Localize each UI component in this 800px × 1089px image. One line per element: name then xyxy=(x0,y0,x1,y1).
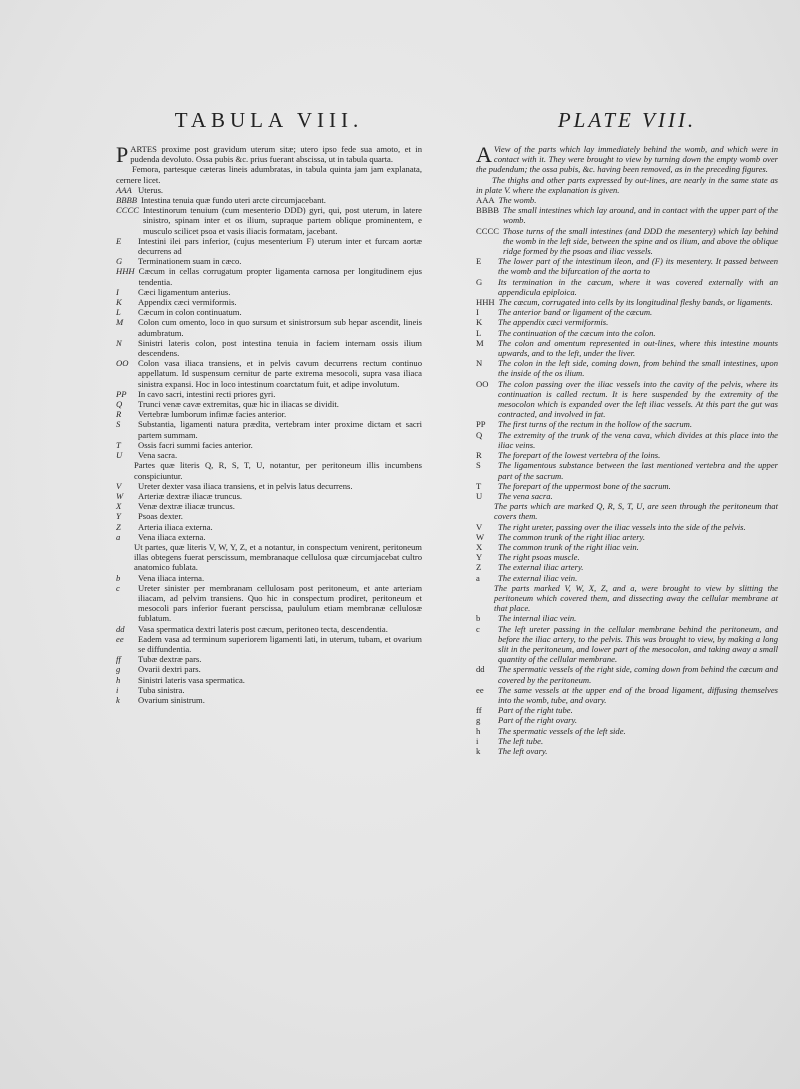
left-legend-entry xyxy=(116,287,422,297)
legend-text: Colon vasa iliaca transiens, et in pelvis cavum decurrens rectum continuo appellatum. Id suspensum cernitur de parte extrema mesocoli, supra vasa iliaca sinistra expansi. Hoc in loco intestinum coarctatum fuit, et adipe involutum. xyxy=(138,358,422,389)
left-legend-entry xyxy=(116,634,422,654)
english-intro xyxy=(476,144,778,175)
legend-key: V xyxy=(476,521,483,532)
legend-key: CCCC xyxy=(116,205,139,216)
legend-text: Ossis facri summi facies anterior. xyxy=(138,439,253,450)
legend-text: Tubæ dextræ pars. xyxy=(138,654,202,665)
legend-key: k xyxy=(116,694,120,705)
left-legend-entry xyxy=(116,624,422,634)
legend-text: Appendix cæci vermiformis. xyxy=(138,297,237,308)
legend-text: The lower part of the intestinum ileon, and (F) its mesentery. It passed between the womb and the bifurcation of the aorta to xyxy=(498,256,778,277)
legend-key: ee xyxy=(116,633,124,644)
right-legend-entry xyxy=(476,226,778,257)
right-legend-entry xyxy=(476,277,778,297)
right-legend-entry xyxy=(476,195,778,205)
right-legend-entry xyxy=(476,552,778,562)
legend-text: Ovarium sinistrum. xyxy=(138,694,205,705)
legend-text: The extremity of the trunk of the vena cava, which divides at this place into the iliac veins. xyxy=(498,429,778,450)
legend-text: Part of the right tube. xyxy=(498,705,573,716)
legend-key: k xyxy=(476,745,481,756)
left-legend-entry xyxy=(116,695,422,705)
legend-text: Substantia, ligamenti natura prædita, vertebram inter proxime dictam et sacri partem summam. xyxy=(138,419,422,440)
right-legend-entry xyxy=(476,205,778,225)
legend-text: Eadem vasa ad terminum superiorem ligamenti lati, in uterum, tubam, et ovarium se diffundentia. xyxy=(138,633,422,654)
legend-key: E xyxy=(476,256,482,267)
legend-key: g xyxy=(476,715,481,726)
right-legend-entry xyxy=(476,715,778,725)
english-column xyxy=(476,108,778,756)
legend-text: Ut partes, quæ literis V, W, Y, Z, et a notantur, in conspectum venirent, peritoneum illas obtegens fuerat perscissum, membranaque cellulosa quæ circumjacebat cultro anatomico fublata. xyxy=(134,541,422,573)
legend-key: h xyxy=(476,725,481,736)
left-legend-entry xyxy=(116,440,422,450)
right-legend-entry xyxy=(476,624,778,665)
right-legend-entry xyxy=(476,562,778,572)
legend-key: dd xyxy=(116,623,125,634)
legend-text: The forepart of the uppermost bone of the sacrum. xyxy=(498,480,671,491)
legend-key: I xyxy=(476,307,479,318)
legend-text: Part of the right ovary. xyxy=(498,715,578,726)
legend-text: The cæcum, corrugated into cells by its longitudinal fleshy bands, or ligaments. xyxy=(498,297,773,308)
legend-text: Cæcum in colon continuatum. xyxy=(138,307,242,318)
right-legend-entry xyxy=(476,460,778,480)
legend-text: The continuation of the cæcum into the colon. xyxy=(498,327,656,338)
legend-key: N xyxy=(116,337,122,348)
right-legend-entry xyxy=(476,358,778,378)
right-legend-entry xyxy=(476,328,778,338)
left-legend-entry xyxy=(116,491,422,501)
left-legend-entry xyxy=(116,409,422,419)
legend-text: Tuba sinistra. xyxy=(138,684,185,695)
legend-key: S xyxy=(116,419,121,430)
legend-text: Those turns of the small intestines (and DDD the mesentery) which lay behind the womb in the left side, between the spine and os ilium, and above the oblique ridge formed by the psoas and iliac vessels. xyxy=(502,225,778,257)
latin-intro-2: Femora, partesque cæteras lineis adumbratas, in tabula quinta jam jam explanata, cernere licet. xyxy=(116,164,422,185)
legend-key: AAA xyxy=(116,184,132,195)
legend-key: Z xyxy=(116,521,121,532)
legend-key: HHH xyxy=(476,297,495,308)
legend-text: Venæ dextræ iliacæ truncus. xyxy=(138,501,235,512)
left-legend-entry xyxy=(116,297,422,307)
right-legend-entry xyxy=(476,726,778,736)
legend-key: G xyxy=(476,276,483,287)
legend-text: The common trunk of the right iliac artery. xyxy=(498,531,646,542)
legend-key: R xyxy=(116,409,122,420)
legend-text: Colon cum omento, loco in quo sursum et sinistrorsum sub hepar ascendit, lineis adumbratum. xyxy=(138,317,422,338)
legend-text: Partes quæ literis Q, R, S, T, U, notantur, per peritoneum illis incumbens conspiciuntur. xyxy=(134,460,422,481)
left-legend-entry xyxy=(116,511,422,521)
legend-text: Vertebræ lumborum infimæ facies anterior. xyxy=(138,409,287,420)
legend-key: T xyxy=(116,439,121,450)
legend-key: Y xyxy=(476,552,483,563)
left-legend-entry xyxy=(116,532,422,542)
legend-key: M xyxy=(116,317,124,328)
legend-text: The internal iliac vein. xyxy=(498,613,577,624)
legend-key: L xyxy=(476,327,482,338)
left-legend-entry xyxy=(116,236,422,256)
right-legend-entry xyxy=(476,685,778,705)
legend-text: The first turns of the rectum in the hollow of the sacrum. xyxy=(498,419,692,430)
right-legend-entry xyxy=(476,491,778,501)
legend-text: Intestina tenuia quæ fundo uteri arcte circumjacebant. xyxy=(141,195,326,206)
legend-text: In cavo sacri, intestini recti priores gyri. xyxy=(138,388,276,399)
right-legend-entry xyxy=(476,664,778,684)
left-legend-entry xyxy=(116,460,422,480)
legend-text: The colon and omentum represented in out-lines, where this intestine mounts upwards, and to the left, under the liver. xyxy=(498,337,778,359)
left-legend-entry xyxy=(116,450,422,460)
legend-key: a xyxy=(476,572,480,583)
legend-text: Vasa spermatica dextri lateris post cæcum, peritoneo tecta, descendentia. xyxy=(138,623,388,634)
legend-text: The external iliac vein. xyxy=(498,572,578,583)
legend-text: Intestini ilei pars inferior, (cujus mesenterium F) uterum inter et furcam aortæ decurrens ad xyxy=(138,235,422,257)
legend-key: b xyxy=(116,572,121,583)
legend-key: PP xyxy=(476,419,486,430)
legend-key: BBBB xyxy=(116,195,137,206)
legend-key: CCCC xyxy=(476,225,499,236)
right-legend-entry xyxy=(476,450,778,460)
legend-key: W xyxy=(116,490,124,501)
left-legend-entry xyxy=(116,654,422,664)
legend-key: a xyxy=(116,531,121,542)
legend-key: OO xyxy=(116,358,129,369)
legend-key: c xyxy=(116,582,120,593)
legend-text: The colon passing over the iliac vessels into the cavity of the pelvis, where its continuation is called rectum. It is here suspended by the extremity of the mesocolon which is expanded over the left iliac vessels. At this part the gut was contracted, and involved in fat. xyxy=(498,378,778,420)
legend-key: W xyxy=(476,531,485,542)
legend-text: Trunci venæ cavæ extremitas, quæ hic in iliacas se dividit. xyxy=(138,399,339,410)
legend-key: S xyxy=(476,460,481,471)
latin-column xyxy=(116,108,422,705)
legend-key: N xyxy=(476,358,483,369)
legend-text: The parts which are marked Q, R, S, T, U, are seen through the peritoneum that covers them. xyxy=(494,501,778,522)
legend-text: The spermatic vessels of the right side, coming down from behind the cæcum and covered by the peritoneum. xyxy=(498,664,778,685)
left-legend-entry xyxy=(116,542,422,573)
latin-intro-text: ARTES proxime post gravidum uterum sitæ; utero ipso fede sua amoto, et in pudenda devoluto. Ossa pubis &c. prius fuerant abscissa, ut in tabula quarta. xyxy=(130,144,422,165)
left-legend-entry xyxy=(116,675,422,685)
left-legend-entry xyxy=(116,338,422,358)
right-legend-entry xyxy=(476,379,778,420)
legend-key: G xyxy=(116,256,123,267)
legend-text: Vena iliaca interna. xyxy=(138,572,205,583)
legend-text: Sinistri lateris colon, post intestina tenuia in faciem internam ossis ilium descendens. xyxy=(138,337,422,359)
legend-key: K xyxy=(116,297,122,308)
legend-key: Y xyxy=(116,511,121,522)
legend-text: Vena sacra. xyxy=(138,450,178,461)
legend-text: The womb. xyxy=(498,195,537,206)
left-legend-entry xyxy=(116,685,422,695)
latin-dropcap: P xyxy=(116,142,129,167)
legend-key: Q xyxy=(476,429,483,440)
english-intro-2: The thighs and other parts expressed by out-lines, are nearly in the same state as in plate V. where the explanation is given. xyxy=(476,174,778,195)
legend-text: The colon in the left side, coming down, from behind the small intestines, upon the inside of the os ilium. xyxy=(498,358,778,379)
legend-key: X xyxy=(476,541,483,552)
legend-text: Cæci ligamentum anterius. xyxy=(138,286,231,297)
left-legend-entry xyxy=(116,205,422,236)
right-legend-entry xyxy=(476,573,778,583)
right-legend-entry xyxy=(476,317,778,327)
legend-text: The right ureter, passing over the iliac vessels into the side of the pelvis. xyxy=(498,521,746,532)
right-legend-entry xyxy=(476,542,778,552)
left-legend-entry xyxy=(116,501,422,511)
legend-key: L xyxy=(116,307,121,318)
legend-key: HHH xyxy=(116,266,135,277)
legend-key: AAA xyxy=(476,195,495,206)
right-legend-entry xyxy=(476,613,778,623)
left-legend-entry xyxy=(116,266,422,286)
legend-text: Sinistri lateris vasa spermatica. xyxy=(138,674,245,685)
legend-key: Z xyxy=(476,562,482,573)
legend-text: The appendix cæci vermiformis. xyxy=(498,317,609,328)
right-legend-entry xyxy=(476,532,778,542)
english-title: PLATE VIII. xyxy=(557,108,697,132)
left-legend-entry xyxy=(116,317,422,337)
right-legend-entry xyxy=(476,297,778,307)
legend-key: M xyxy=(476,337,484,348)
legend-text: Vena iliaca externa. xyxy=(138,531,206,542)
right-legend-entry xyxy=(476,338,778,358)
right-legend-entry xyxy=(476,583,778,614)
right-legend-entry xyxy=(476,501,778,521)
legend-text: The right psoas muscle. xyxy=(498,552,580,563)
right-legend-entry xyxy=(476,419,778,429)
left-legend-entry xyxy=(116,256,422,266)
legend-text: The left ovary. xyxy=(498,745,548,756)
legend-key: OO xyxy=(476,378,489,389)
legend-text: The ligamentous substance between the last mentioned vertebra and the upper part of the sacrum. xyxy=(498,460,778,481)
legend-key: c xyxy=(476,623,480,634)
legend-key: U xyxy=(116,450,123,461)
legend-key: h xyxy=(116,674,121,685)
latin-intro xyxy=(116,142,422,167)
legend-text: The parts marked V, W, X, Z, and a, were brought to view by slitting the peritoneum which covered them, and dissecting away the cellular membrane at that place. xyxy=(494,582,778,614)
legend-text: Psoas dexter. xyxy=(138,511,183,522)
latin-title: TABULA VIII. xyxy=(174,108,364,132)
legend-key: PP xyxy=(116,388,127,399)
legend-text: Its termination in the cæcum, where it was covered externally with an appendicula epiploica. xyxy=(498,276,778,297)
legend-key: R xyxy=(476,450,482,461)
english-intro-text: View of the parts which lay immediately behind the womb, and which were in contact with it. They were brought to view by turning down the empty womb over the pudendum; the ossa pubis, &c. having been removed, as in the preceding figures. xyxy=(476,144,778,175)
left-legend-entry xyxy=(116,389,422,399)
legend-text: Arteria iliaca externa. xyxy=(138,521,213,532)
legend-text: Ureter dexter vasa iliaca transiens, et in pelvis latus decurrens. xyxy=(138,480,353,491)
left-legend-entry xyxy=(116,481,422,491)
legend-text: The common trunk of the right iliac vein. xyxy=(498,541,639,552)
left-legend-entry xyxy=(116,573,422,583)
legend-key: U xyxy=(476,490,483,501)
left-legend-entry xyxy=(116,522,422,532)
legend-text: The same vessels at the upper end of the broad ligament, diffusing themselves into the womb, tube, and ovary. xyxy=(498,684,778,705)
legend-text: The anterior band or ligament of the cæcum. xyxy=(498,307,653,318)
legend-text: The forepart of the lowest vertebra of the loins. xyxy=(498,450,661,461)
legend-key: i xyxy=(116,684,119,695)
legend-key: g xyxy=(116,664,121,675)
english-legend-list xyxy=(476,195,778,756)
legend-key: i xyxy=(476,735,479,746)
legend-text: The left ureter passing in the cellular membrane behind the peritoneum, and before the iliac artery, to the pelvis. This was brought to view, by making a long slit in the peritoneum, and lower part of the mesocolon, and taking away a small quantity of the cellular membrane. xyxy=(498,623,778,665)
legend-key: E xyxy=(116,235,122,246)
legend-text: The small intestines which lay around, and in contact with the upper part of the womb. xyxy=(502,205,778,226)
legend-key: I xyxy=(116,286,119,297)
legend-text: Terminationem suam in cæco. xyxy=(138,256,242,267)
right-legend-entry xyxy=(476,256,778,276)
legend-key: T xyxy=(476,480,482,491)
legend-text: The vena sacra. xyxy=(498,490,553,501)
legend-key: dd xyxy=(476,664,485,675)
left-legend-entry xyxy=(116,307,422,317)
right-legend-entry xyxy=(476,481,778,491)
left-legend-entry xyxy=(116,195,422,205)
left-legend-entry xyxy=(116,185,422,195)
right-legend-entry xyxy=(476,430,778,450)
legend-key: b xyxy=(476,613,481,624)
right-legend-entry xyxy=(476,746,778,756)
legend-key: ff xyxy=(476,705,482,716)
legend-key: K xyxy=(476,317,483,328)
left-legend-entry xyxy=(116,399,422,409)
left-legend-entry xyxy=(116,583,422,624)
latin-legend-list xyxy=(116,185,422,705)
legend-text: Intestinorum tenuium (cum mesenterio DDD) gyri, qui, post uterum, in latere sinistro, spinam inter et os ilium, supraque partem oblique prominentem, e musculo scilicet psoa et vasis iliacis formatam, jacebant. xyxy=(142,205,422,236)
legend-key: Q xyxy=(116,399,123,410)
left-legend-entry xyxy=(116,419,422,439)
legend-text: The left tube. xyxy=(498,735,544,746)
legend-key: V xyxy=(116,480,122,491)
legend-text: Cæcum in cellas corrugatum propter ligamenta carnosa per longitudinem ejus tendentia. xyxy=(138,266,422,287)
legend-text: Arteriæ dextræ iliacæ truncus. xyxy=(138,490,243,501)
left-legend-entry xyxy=(116,358,422,389)
legend-text: Ureter sinister per membranam cellulosam post peritoneum, et ante arteriam iliacam, ad pelvim transiens. Quo hic in conspectum prodiret, peritoneum et mesocoli pars inferior fuerant perscissa, paululum etiam membranæ cellulosæ fublatum. xyxy=(138,582,422,624)
right-legend-entry xyxy=(476,522,778,532)
left-legend-entry xyxy=(116,664,422,674)
legend-text: The external iliac artery. xyxy=(498,562,584,573)
legend-text: Uterus. xyxy=(138,184,164,195)
legend-key: BBBB xyxy=(476,205,499,216)
legend-text: The spermatic vessels of the left side. xyxy=(498,725,626,736)
legend-key: ff xyxy=(116,654,121,665)
legend-key: X xyxy=(116,501,122,512)
right-legend-entry xyxy=(476,307,778,317)
english-dropcap: A xyxy=(476,142,492,167)
legend-key: ee xyxy=(476,684,484,695)
right-legend-entry xyxy=(476,736,778,746)
right-legend-entry xyxy=(476,705,778,715)
legend-text: Ovarii dextri pars. xyxy=(138,664,201,675)
